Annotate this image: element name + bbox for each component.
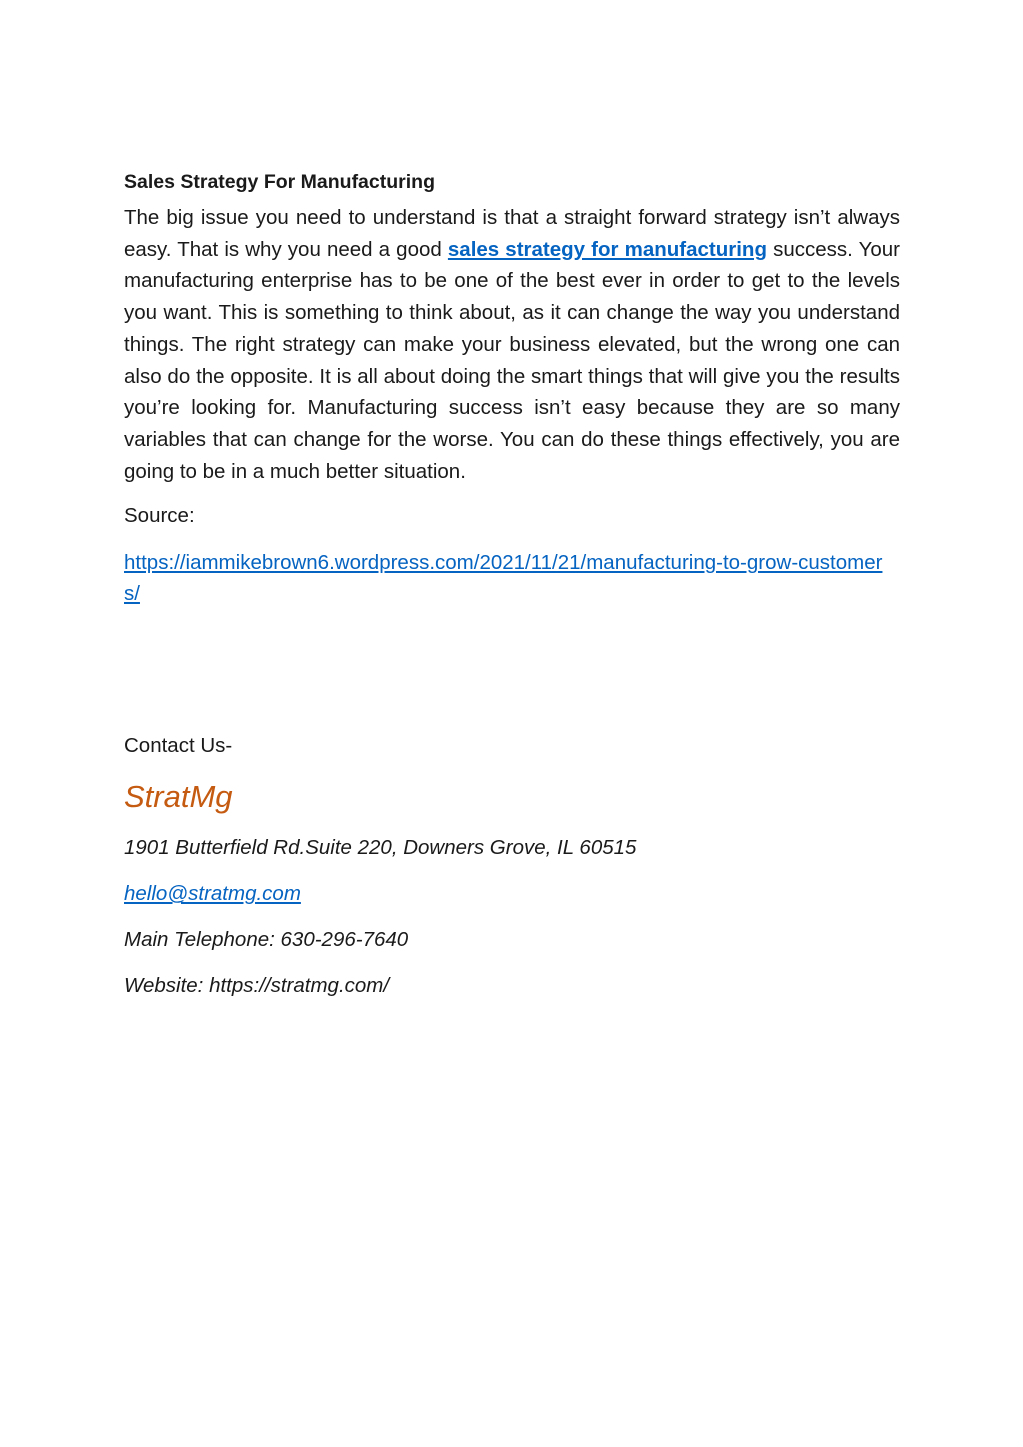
email-link[interactable]: hello@stratmg.com [124,882,301,906]
body-paragraph [124,202,900,487]
source-url-link[interactable]: https://iammikebrown6.wordpress.com/2021/11/21/manufacturing-to-grow-customers/ [124,551,883,606]
document-title: Sales Strategy For Manufacturing [124,171,435,193]
paragraph-text-after-link: success. Your manufacturing enterprise has to be one of the best ever in order to get to the levels you want. This is something to think about, as it can change the way you understand things. The right strategy can make your business elevated, but the wrong one can also do the opposite. It is all about doing the smart things that will give you the results you’re looking for. Manufacturing success isn’t easy because they are so many variables that can change for the worse. You can do these things effectively, you are going to be in a much better situation. [124,237,900,483]
contact-email-line [124,879,900,909]
document-page [124,166,900,1001]
contact-telephone: Main Telephone: 630-296-7640 [124,928,409,952]
sales-strategy-link[interactable]: sales strategy for manufacturing [447,237,767,261]
paragraph-text-before-link: The big issue you need to understand is that a straight forward strategy isn’t always easy. That is why you need a good [124,206,900,261]
contact-label: Contact Us- [124,734,233,758]
source-label: Source: [124,504,195,528]
contact-website: Website: https://stratmg.com/ [124,974,390,998]
brand-name: StratMg [124,779,233,815]
contact-address: 1901 Butterfield Rd.Suite 220, Downers Grove, IL 60515 [124,836,637,860]
